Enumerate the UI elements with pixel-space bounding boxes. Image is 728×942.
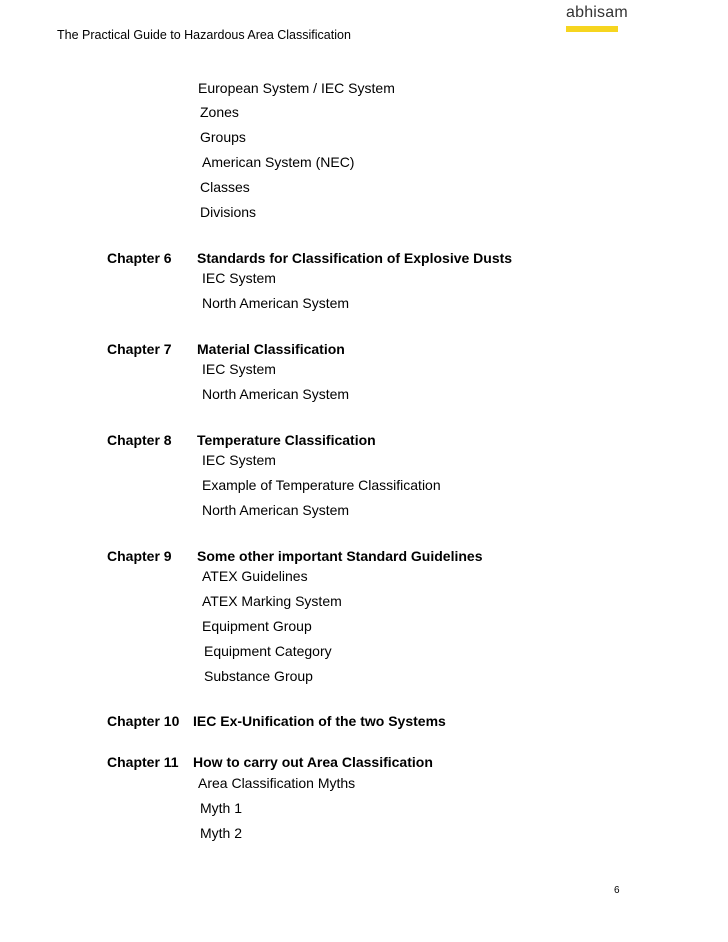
toc-item: Myth 1 xyxy=(200,800,243,816)
brand-logo xyxy=(566,4,628,32)
toc-item: Example of Temperature Classification xyxy=(202,477,441,493)
toc-item: IEC System xyxy=(202,452,276,468)
toc-item: IEC System xyxy=(202,361,276,377)
chapter-title: How to carry out Area Classification xyxy=(193,754,433,770)
toc-item: North American System xyxy=(202,295,350,311)
toc-item: Equipment Group xyxy=(202,618,312,634)
toc-item: Area Classification Myths xyxy=(198,775,356,791)
chapter-title: Some other important Standard Guidelines xyxy=(197,548,483,564)
chapter-label: Chapter 6 xyxy=(107,250,172,266)
chapter-title: Material Classification xyxy=(197,341,345,357)
toc-item: Classes xyxy=(200,179,250,195)
chapter-label: Chapter 11 xyxy=(107,754,179,770)
toc-item: Zones xyxy=(200,104,239,120)
toc-item: Divisions xyxy=(200,204,257,220)
chapter-label: Chapter 8 xyxy=(107,432,172,448)
chapter-label: Chapter 10 xyxy=(107,713,180,729)
toc-item: Groups xyxy=(200,129,246,145)
document-header-title: The Practical Guide to Hazardous Area Classification xyxy=(57,28,351,42)
toc-item: ATEX Marking System xyxy=(202,593,342,609)
chapter-title: Temperature Classification xyxy=(197,432,376,448)
toc-item: North American System xyxy=(202,502,350,518)
chapter-label: Chapter 7 xyxy=(107,341,172,357)
chapter-label: Chapter 9 xyxy=(107,548,172,564)
toc-item: Substance Group xyxy=(204,668,313,684)
chapter-title: Standards for Classification of Explosive Dusts xyxy=(197,250,513,266)
toc-item: North American System xyxy=(202,386,350,402)
toc-item: Myth 2 xyxy=(200,825,243,841)
chapter-title: IEC Ex-Unification of the two Systems xyxy=(193,713,446,729)
toc-item: European System / IEC System xyxy=(198,80,395,96)
toc-item: IEC System xyxy=(202,270,276,286)
toc-item: Equipment Category xyxy=(204,643,332,659)
page-number: 6 xyxy=(614,885,620,896)
brand-name: abhisam xyxy=(566,4,628,21)
toc-item: American System (NEC) xyxy=(202,154,355,170)
brand-underline-bar xyxy=(566,26,618,32)
toc-item: ATEX Guidelines xyxy=(202,568,308,584)
